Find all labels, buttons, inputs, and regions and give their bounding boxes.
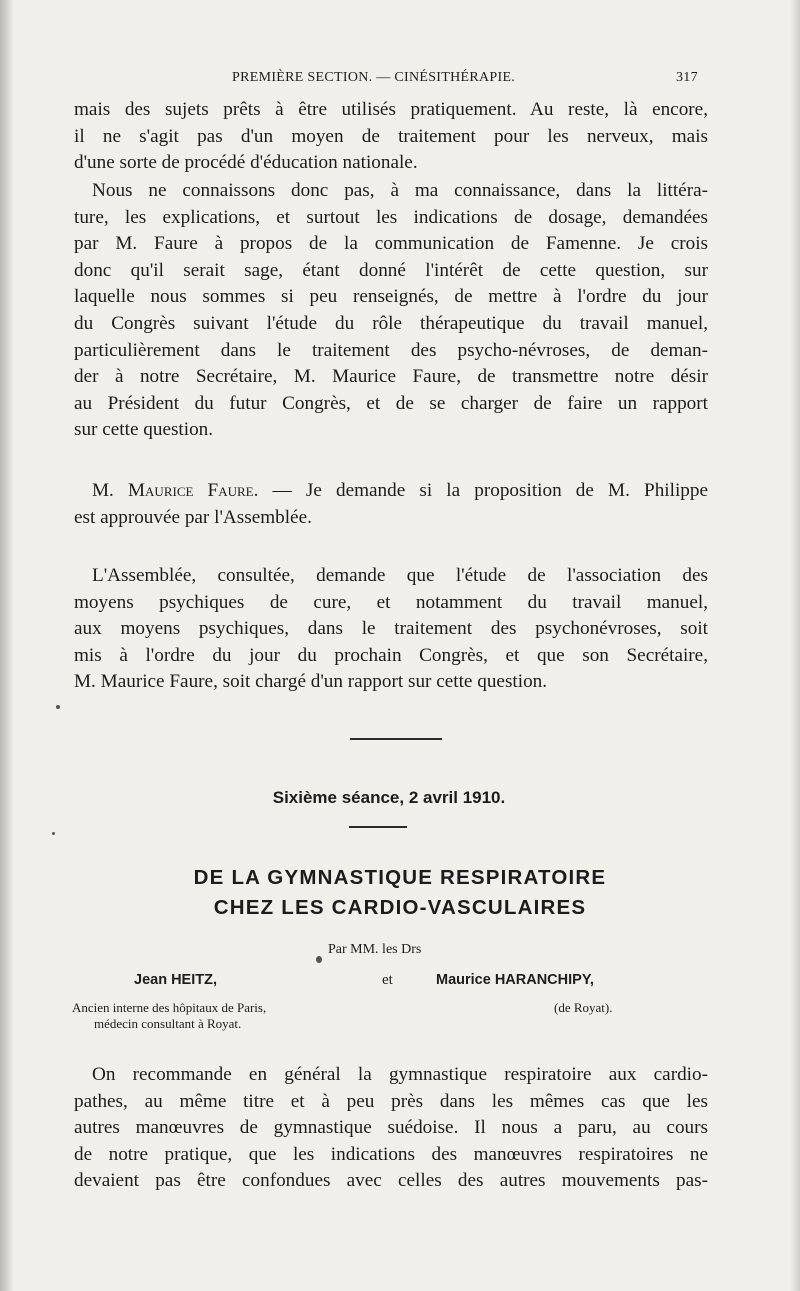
- article-title-line-1: DE LA GYMNASTIQUE RESPIRATOIRE: [193, 866, 607, 889]
- speaker-name: M. Maurice Faure.: [92, 480, 259, 501]
- text-line: [74, 478, 708, 505]
- text-line: ture, les explications, et surtout les indications de dosage, demandées: [74, 206, 708, 228]
- text-line: mais des sujets prêts à être utilisés pratiquement. Au reste, là encore,: [74, 99, 708, 120]
- text-line: autres manœuvres de gymnastique suédoise. Il nous a paru, au cours: [74, 1117, 708, 1139]
- session-heading: Sixième séance, 2 avril 1910.: [272, 788, 506, 807]
- text-line: particulièrement dans le traitement des psycho-névroses, de deman-: [74, 339, 708, 361]
- text-line: laquelle nous sommes si peu renseignés, de mettre à l'ordre du jour: [74, 286, 708, 308]
- text-line: donc qu'il serait sage, étant donné l'intérêt de cette question, sur: [74, 259, 708, 281]
- print-speck: [316, 956, 322, 963]
- page-gutter-shadow: [0, 0, 14, 1291]
- author-affiliation: Ancien interne des hôpitaux de Paris,: [72, 1000, 267, 1015]
- text-line: du Congrès suivant l'étude du rôle thérapeutique du travail manuel,: [74, 312, 708, 334]
- text-line: Nous ne connaissons donc pas, à ma connaissance, dans la littéra-: [92, 180, 708, 201]
- author-affiliation: médecin consultant à Royat.: [94, 1016, 242, 1031]
- author-affiliation: (de Royat).: [554, 1000, 613, 1015]
- speaker-text: — Je demande si la proposition de M. Philippe: [258, 480, 708, 501]
- text-line: On recommande en général la gymnastique respiratoire aux cardio-: [92, 1064, 708, 1085]
- text-line: moyens psychiques de cure, et notamment du travail manuel,: [74, 591, 708, 613]
- author-name: Maurice HARANCHIPY,: [436, 972, 594, 988]
- text-line: M. Maurice Faure, soit chargé d'un rapport sur cette question.: [74, 671, 548, 693]
- print-speck: [56, 705, 60, 709]
- print-speck: [52, 832, 55, 835]
- running-head-title: PREMIÈRE SECTION. — CINÉSITHÉRAPIE.: [232, 70, 516, 85]
- page-number: 317: [676, 70, 698, 85]
- paragraph-assembly-decision: [74, 563, 708, 696]
- article-title-line-2: CHEZ LES CARDIO-VASCULAIRES: [213, 896, 587, 919]
- page-edge: [790, 0, 800, 1291]
- text-line: de notre pratique, que les indications des manœuvres respiratoires ne: [74, 1143, 708, 1165]
- text-line: est approuvée par l'Assemblée.: [74, 506, 312, 528]
- section-divider: [350, 738, 442, 740]
- text-line: au Président du futur Congrès, et de se charger de faire un rapport: [74, 392, 708, 414]
- text-line: L'Assemblée, consultée, demande que l'étude de l'association des: [92, 565, 708, 586]
- paragraph-faure-reply: [74, 478, 708, 531]
- author-name: Jean HEITZ,: [134, 972, 217, 988]
- text-line: der à notre Secrétaire, M. Maurice Faure, de transmettre notre désir: [74, 366, 708, 388]
- author-conjunction: et: [382, 972, 393, 988]
- section-divider: [349, 826, 407, 828]
- text-line: mis à l'ordre du jour du prochain Congrès, et que son Secrétaire,: [74, 644, 708, 666]
- text-line: devaient pas être confondues avec celles des autres mouvements pas-: [74, 1170, 708, 1192]
- text-line: par M. Faure à propos de la communication de Famenne. Je crois: [74, 233, 708, 255]
- running-head: [0, 70, 800, 92]
- text-line: pathes, au même titre et à peu près dans les mêmes cas que les: [74, 1090, 708, 1112]
- text-line: sur cette question.: [74, 419, 214, 441]
- byline: Par MM. les Drs: [328, 942, 422, 957]
- text-line: il ne s'agit pas d'un moyen de traitement pour les nerveux, mais: [74, 125, 708, 147]
- text-line: aux moyens psychiques, dans le traitement des psychonévroses, soit: [74, 618, 708, 640]
- paragraph-article-intro: [74, 1062, 708, 1195]
- text-line: d'une sorte de procédé d'éducation nationale.: [74, 152, 418, 174]
- paragraph-continuation: [74, 97, 708, 177]
- paragraph-proposal: [74, 178, 708, 444]
